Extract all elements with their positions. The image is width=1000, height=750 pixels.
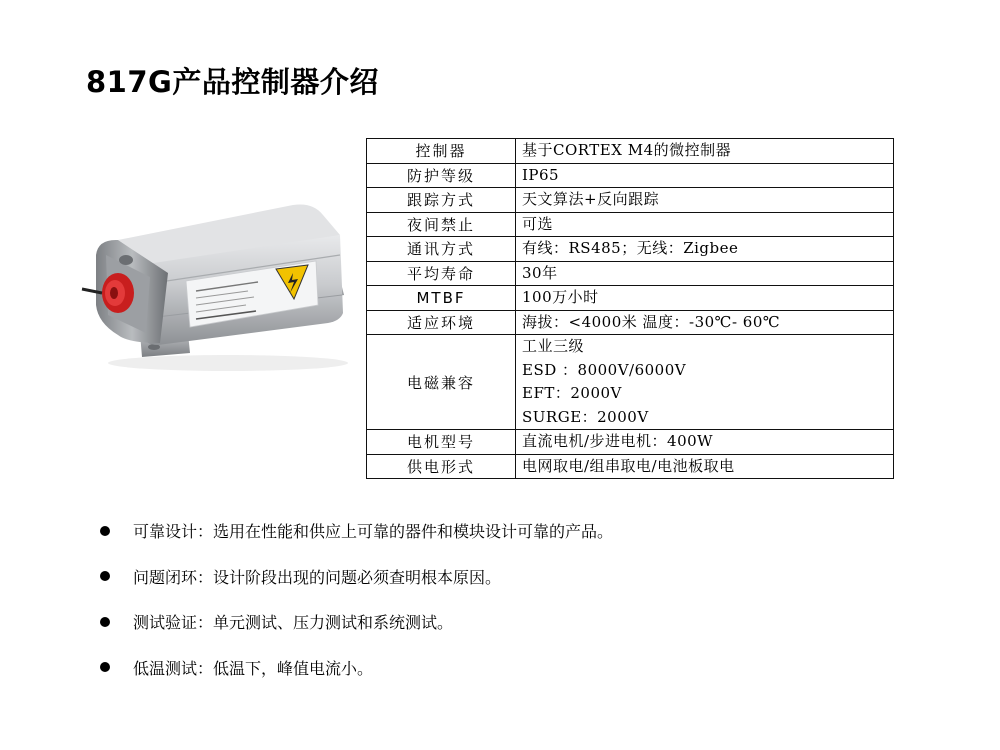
bullet-text: 可靠设计：选用在性能和供应上可靠的器件和模块设计可靠的产品。 [133,522,614,542]
bullet-item [100,508,613,554]
spec-value [516,188,894,213]
spec-value-line: 基于CORTEX M4的微控制器 [522,141,732,159]
spec-row [367,454,894,479]
spec-value [516,237,894,262]
spec-value-line: EFT：2000V [522,384,622,402]
spec-row [367,286,894,311]
spec-row [367,212,894,237]
spec-key: 平均寿命 [367,261,516,286]
spec-value [516,335,894,430]
bullet-dot-icon [100,571,110,581]
spec-value-line: 100万小时 [522,288,599,306]
bullet-item [100,554,613,600]
spec-key: 夜间禁止 [367,212,516,237]
spec-row [367,335,894,430]
spec-value [516,286,894,311]
bullet-dot-icon [100,526,110,536]
spec-row [367,139,894,164]
spec-value [516,454,894,479]
bullet-text: 测试验证：单元测试、压力测试和系统测试。 [133,613,454,633]
spec-value-line: 直流电机/步进电机：400W [522,432,714,450]
spec-value [516,212,894,237]
bullet-text: 低温测试：低温下，峰值电流小。 [133,658,374,678]
spec-value [516,430,894,455]
spec-value-line: SURGE：2000V [522,407,649,426]
spec-key: 防护等级 [367,163,516,188]
spec-value-line: 海拔：<4000米 温度：-30℃- 60℃ [522,312,781,331]
spec-key: 适应环境 [367,310,516,335]
spec-key: 控制器 [367,139,516,164]
spec-key: 通讯方式 [367,237,516,262]
spec-key: 电磁兼容 [367,335,516,430]
spec-value-line: 有线：RS485；无线：Zigbee [522,239,739,257]
bullet-item [100,645,613,691]
spec-key: 电机型号 [367,430,516,455]
spec-key: 供电形式 [367,454,516,479]
spec-table [366,138,894,479]
spec-value-line: IP65 [522,165,560,184]
bullet-item [100,599,613,645]
spec-row [367,237,894,262]
spec-row [367,310,894,335]
bullet-text: 问题闭环：设计阶段出现的问题必须查明根本原因。 [133,567,502,587]
spec-value-line: 30年 [522,263,558,282]
spec-value [516,139,894,164]
bullet-dot-icon [100,617,110,627]
spec-row [367,188,894,213]
spec-value-line: 天文算法+反向跟踪 [522,190,660,208]
spec-row [367,261,894,286]
spec-value [516,163,894,188]
spec-value [516,310,894,335]
page-title: 817G产品控制器介绍 [86,65,379,99]
spec-key: 跟踪方式 [367,188,516,213]
spec-value-line: 电网取电/组串取电/电池板取电 [522,456,735,475]
spec-value [516,261,894,286]
controller-product-image [78,195,360,375]
bullet-dot-icon [100,662,110,672]
spec-value-line: 可选 [522,214,554,233]
spec-value-line: ESD ：8000V/6000V [522,360,687,379]
spec-key: MTBF [367,286,516,311]
feature-list [100,508,613,690]
spec-row [367,163,894,188]
spec-value-line: 工业三级 [522,337,585,355]
spec-row [367,430,894,455]
